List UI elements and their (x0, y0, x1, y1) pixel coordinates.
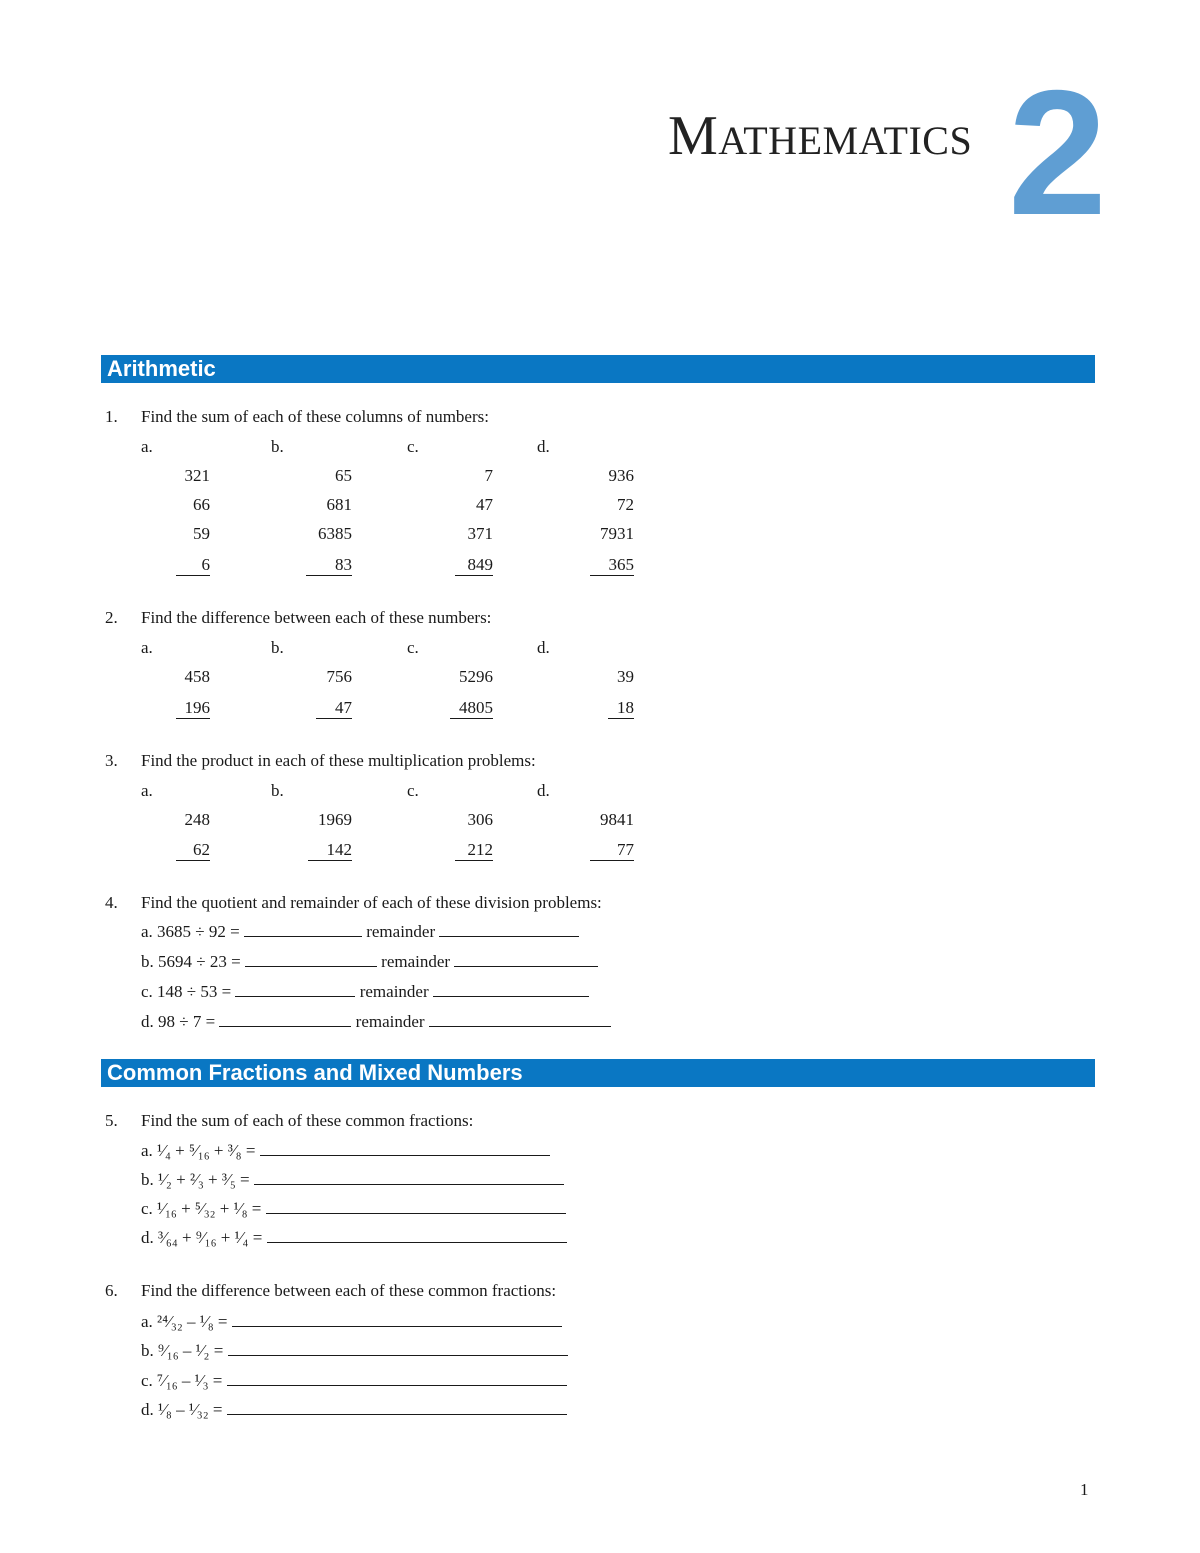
item-label: b. (141, 1341, 154, 1360)
column-label: a. (141, 781, 153, 800)
number-cell: 4805 (450, 698, 493, 719)
division-item (141, 980, 589, 1003)
number-cell: 77 (590, 840, 634, 861)
number-cell: 212 (455, 840, 493, 861)
remainder-blank[interactable] (439, 920, 579, 937)
fraction-item (141, 1168, 564, 1191)
division-item (141, 920, 579, 943)
question-prompt: Find the sum of each of these columns of numbers: (141, 407, 489, 426)
number-cell: 936 (608, 466, 634, 485)
column-label: d. (537, 437, 550, 456)
division-item (141, 950, 598, 973)
number-cell: 66 (193, 495, 210, 514)
question-number: 3. (105, 751, 118, 770)
fraction-expression: ³⁄₆₄ + ⁹⁄₁₆ + ¹⁄₄ = (158, 1228, 263, 1247)
column-label: b. (271, 437, 284, 456)
division-expression: 5694 ÷ 23 = (158, 952, 241, 971)
fraction-expression: ²⁴⁄₃₂ – ¹⁄₈ = (157, 1312, 228, 1331)
item-label: d. (141, 1012, 154, 1031)
remainder-label: remainder (359, 982, 429, 1001)
item-label: c. (141, 1371, 153, 1390)
number-cell: 39 (617, 667, 634, 686)
number-cell: 6 (176, 555, 210, 576)
question-prompt: Find the quotient and remainder of each of these division problems: (141, 893, 602, 912)
chapter-title (668, 104, 972, 168)
column-label: a. (141, 437, 153, 456)
item-label: d. (141, 1400, 154, 1419)
question-number: 6. (105, 1281, 118, 1300)
section-header-fractions: Common Fractions and Mixed Numbers (101, 1059, 1095, 1087)
number-cell: 849 (455, 555, 493, 576)
number-cell: 5296 (459, 667, 493, 686)
answer-blank[interactable] (227, 1369, 567, 1386)
item-label: b. (141, 1170, 154, 1189)
question-number: 1. (105, 407, 118, 426)
number-cell: 65 (335, 466, 352, 485)
chapter-number: 2 (1008, 53, 1107, 252)
column-label: a. (141, 638, 153, 657)
fraction-expression: ¹⁄₂ + ²⁄₃ + ³⁄₅ = (158, 1170, 250, 1189)
fraction-expression: ⁷⁄₁₆ – ¹⁄₃ = (157, 1371, 223, 1390)
column-label: b. (271, 638, 284, 657)
number-cell: 72 (617, 495, 634, 514)
column-label: c. (407, 781, 419, 800)
division-item (141, 1010, 611, 1033)
number-cell: 756 (326, 667, 352, 686)
fraction-expression: ¹⁄₁₆ + ⁵⁄₃₂ + ¹⁄₈ = (157, 1199, 262, 1218)
item-label: c. (141, 982, 153, 1001)
number-cell: 142 (308, 840, 352, 861)
item-label: b. (141, 952, 154, 971)
quotient-blank[interactable] (245, 950, 377, 967)
chapter-title-rest: ATHEMATICS (718, 118, 973, 163)
quotient-blank[interactable] (235, 980, 355, 997)
number-cell: 9841 (600, 810, 634, 829)
number-cell: 1969 (318, 810, 352, 829)
fraction-item (141, 1398, 567, 1421)
number-cell: 7931 (600, 524, 634, 543)
question-number: 5. (105, 1111, 118, 1130)
column-label: d. (537, 638, 550, 657)
fraction-item (141, 1310, 562, 1333)
item-label: c. (141, 1199, 153, 1218)
fraction-item (141, 1339, 568, 1362)
question-number: 4. (105, 893, 118, 912)
page-number: 1 (1080, 1480, 1089, 1499)
remainder-label: remainder (381, 952, 451, 971)
item-label: d. (141, 1228, 154, 1247)
division-expression: 148 ÷ 53 = (157, 982, 232, 1001)
fraction-expression: ⁹⁄₁₆ – ¹⁄₂ = (158, 1341, 224, 1360)
division-expression: 98 ÷ 7 = (158, 1012, 216, 1031)
question-number: 2. (105, 608, 118, 627)
number-cell: 306 (467, 810, 493, 829)
number-cell: 62 (176, 840, 210, 861)
number-cell: 47 (476, 495, 493, 514)
quotient-blank[interactable] (244, 920, 362, 937)
number-cell: 18 (608, 698, 634, 719)
column-label: c. (407, 437, 419, 456)
number-cell: 6385 (318, 524, 352, 543)
question-prompt: Find the product in each of these multiplication problems: (141, 751, 536, 770)
number-cell: 7 (484, 466, 493, 485)
fraction-expression: ¹⁄₄ + ⁵⁄₁₆ + ³⁄₈ = (157, 1141, 256, 1160)
answer-blank[interactable] (260, 1139, 550, 1156)
column-label: d. (537, 781, 550, 800)
item-label: a. (141, 1312, 153, 1331)
answer-blank[interactable] (267, 1226, 567, 1243)
fraction-item (141, 1139, 550, 1162)
answer-blank[interactable] (227, 1398, 567, 1415)
number-cell: 47 (316, 698, 352, 719)
remainder-blank[interactable] (433, 980, 589, 997)
chapter-title-initial: M (668, 105, 719, 167)
number-cell: 458 (184, 667, 210, 686)
question-prompt: Find the sum of each of these common fractions: (141, 1111, 474, 1130)
number-cell: 196 (176, 698, 210, 719)
number-cell: 371 (467, 524, 493, 543)
fraction-item (141, 1226, 567, 1249)
number-cell: 681 (326, 495, 352, 514)
fraction-expression: ¹⁄₈ – ¹⁄₃₂ = (158, 1400, 223, 1419)
remainder-label: remainder (366, 922, 436, 941)
remainder-blank[interactable] (454, 950, 598, 967)
section-header-arithmetic: Arithmetic (101, 355, 1095, 383)
answer-blank[interactable] (232, 1310, 562, 1327)
remainder-blank[interactable] (429, 1010, 611, 1027)
answer-blank[interactable] (266, 1197, 566, 1214)
number-cell: 59 (193, 524, 210, 543)
column-label: b. (271, 781, 284, 800)
division-expression: 3685 ÷ 92 = (157, 922, 240, 941)
item-label: a. (141, 922, 153, 941)
number-cell: 365 (590, 555, 634, 576)
number-cell: 83 (306, 555, 352, 576)
item-label: a. (141, 1141, 153, 1160)
question-prompt: Find the difference between each of these common fractions: (141, 1281, 557, 1300)
question-prompt: Find the difference between each of these numbers: (141, 608, 492, 627)
answer-blank[interactable] (228, 1339, 568, 1356)
remainder-label: remainder (355, 1012, 425, 1031)
number-cell: 321 (184, 466, 210, 485)
fraction-item (141, 1197, 566, 1220)
number-cell: 248 (184, 810, 210, 829)
column-label: c. (407, 638, 419, 657)
quotient-blank[interactable] (219, 1010, 351, 1027)
answer-blank[interactable] (254, 1168, 564, 1185)
fraction-item (141, 1369, 567, 1392)
